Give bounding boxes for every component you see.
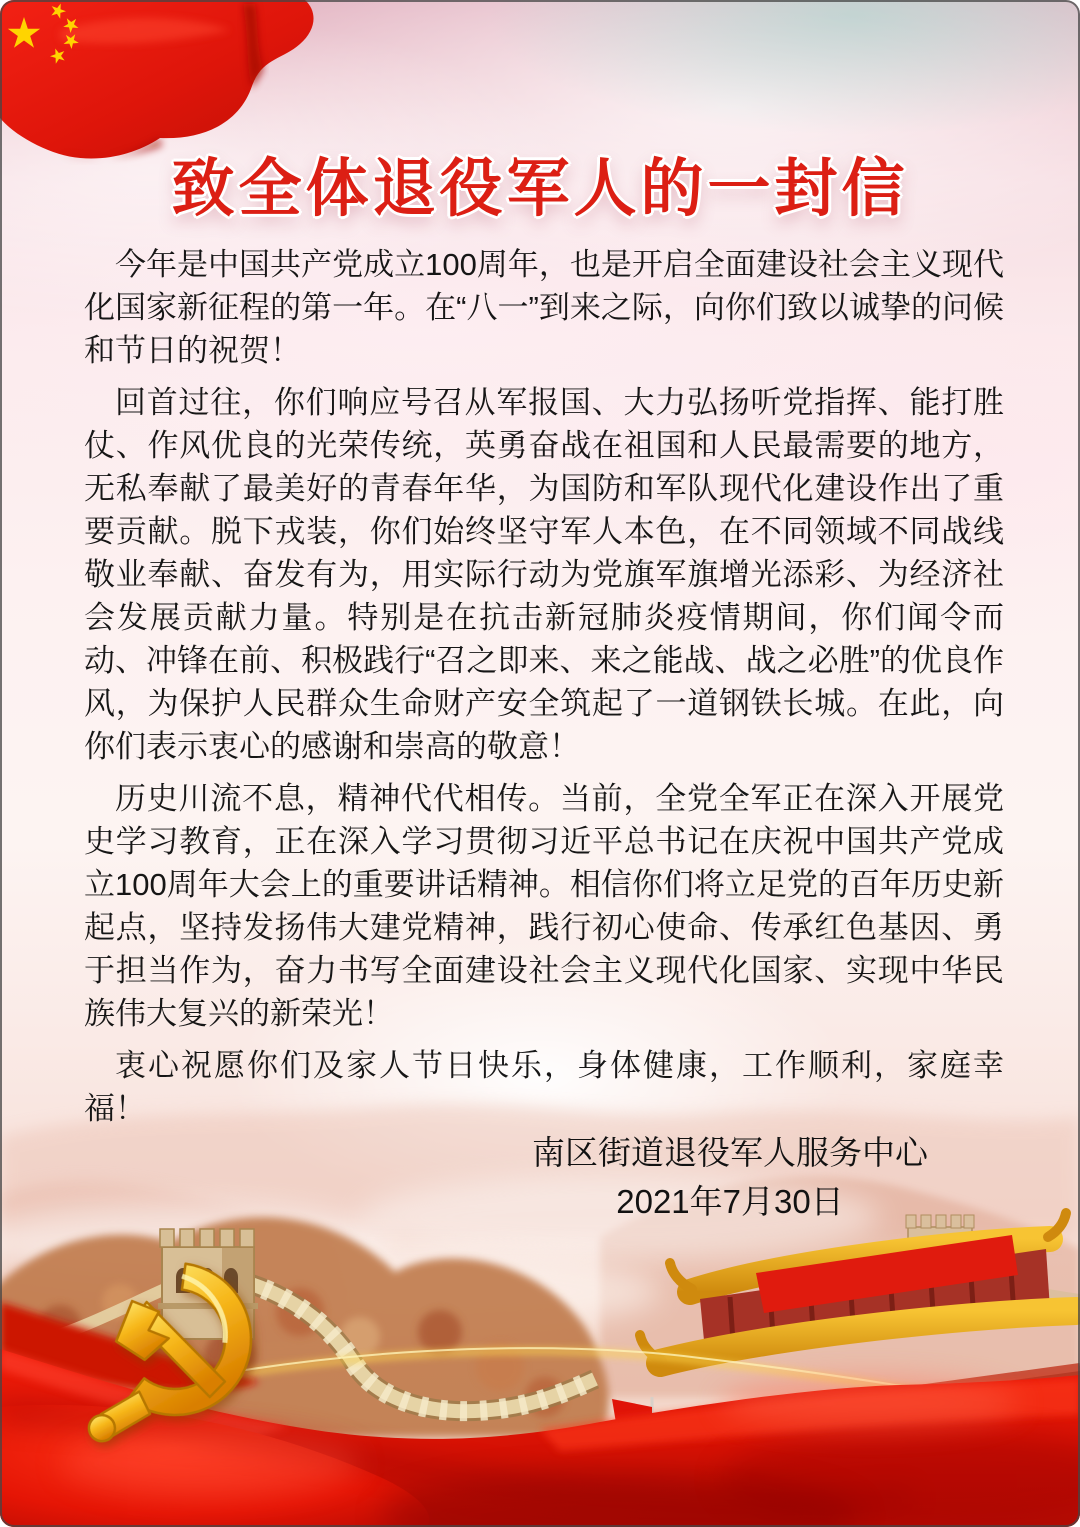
signature-block <box>520 1128 940 1226</box>
letter-paragraph-2: 回首过往，你们响应号召从军报国、大力弘扬听党指挥、能打胜仗、作风优良的光荣传统，英勇奋战在祖国和人民最需要的地方，无私奉献了最美好的青春年华，为国防和军队现代化建设作出了重要贡献。脱下戎装，你们始终坚守军人本色，在不同领域不同战线敬业奉献、奋发有为，用实际行动为党旗军旗增光添彩、为经济社会发展贡献力量。特别是在抗击新冠肺炎疫情期间，你们闻令而动、冲锋在前、积极践行“召之即来、来之能战、战之必胜”的优良作风，为保护人民群众生命财产安全筑起了一道钢铁长城。在此，向你们表示衷心的感谢和崇高的敬意！ <box>84 385 1004 764</box>
letter-paragraph-3: 历史川流不息，精神代代相传。当前，全党全军正在深入开展党史学习教育，正在深入学习贯彻习近平总书记在庆祝中国共产党成立100周年大会上的重要讲话精神。相信你们将立足党的百年历史新起点，坚持发扬伟大建党精神，践行初心使命、传承红色基因、勇于担当作为，奋力书写全面建设社会主义现代化国家、实现中华民族伟大复兴的新荣光！ <box>84 781 1004 1031</box>
letter-body <box>84 243 1004 1130</box>
letter-paragraph-1: 今年是中国共产党成立100周年，也是开启全面建设社会主义现代化国家新征程的第一年。在“八一”到来之际，向你们致以诚挚的问候和节日的祝贺！ <box>84 247 1004 368</box>
letter-closing: 衷心祝愿你们及家人节日快乐，身体健康，工作顺利，家庭幸福！ <box>84 1048 1004 1126</box>
poster-title: 致全体退役军人的一封信 <box>171 154 909 224</box>
signature-date: 2021年7月30日 <box>616 1183 844 1220</box>
signature-org: 南区街道退役军人服务中心 <box>532 1134 928 1171</box>
